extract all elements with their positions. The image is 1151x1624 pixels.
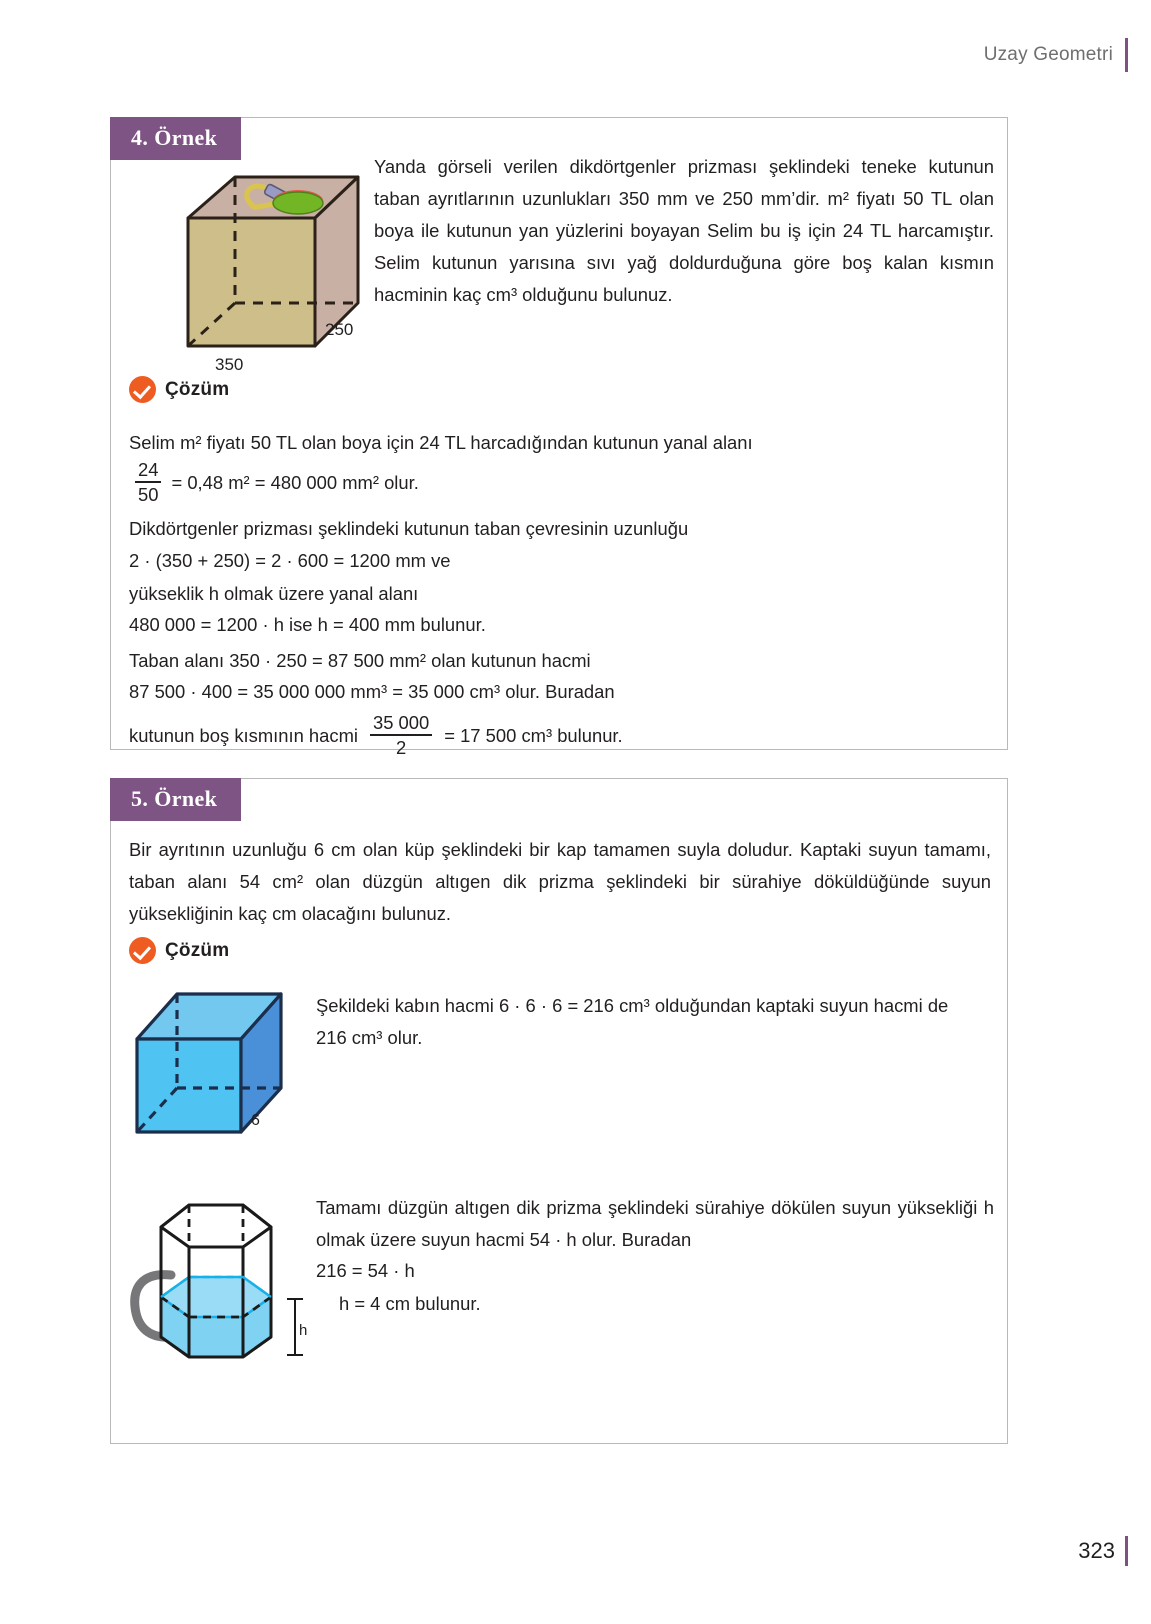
example-4-line-1: Selim m² fiyatı 50 TL olan boya için 24 TL harcadığından kutunun yanal alanı [129,432,753,453]
example-4-line-5: 480 000 = 1200 · h ise h = 400 mm bulunur. [129,614,486,635]
page-footer [1078,1536,1151,1566]
example-5-tab: 5. Örnek [110,778,241,821]
solution-label: Çözüm [165,378,230,400]
example-4-line-6: Taban alanı 350 · 250 = 87 500 mm² olan kutunun hacmi [129,650,591,671]
header-accent-rule [1125,38,1128,72]
can-lid-icon [273,192,323,214]
example-5-question: Bir ayrıtının uzunluğu 6 cm olan küp şeklindeki bir kap tamamen suyla doludur. Kaptaki suyun tamamı, taban alanı 54 cm² olan düzgün altıgen dik prizma şeklindeki bir sürahiye döküldüğünde suyun yüksekliğinin kaç cm olacağını bulunuz. [129,839,991,924]
example-4-fraction-1 [129,460,419,506]
example-4-line-4: yükseklik h olmak üzere yanal alanı [129,583,419,604]
example-4-question: Yanda görseli verilen dikdörtgenler prizması şeklindeki teneke kutunun taban ayrıtlarının uzunlukları 350 mm ve 250 mm’dir. m² fiyatı 50 TL olan boya ile kutunun yan yüzlerini boyayan Selim bu iş için 24 TL harcamıştır. Selim kutunun yarısına sıvı yağ doldurduğuna göre boş kalan kısmın hacminin kaç cm³ olduğunu bulunuz. [374,156,994,305]
blue-cube-figure [129,984,309,1144]
example-box-5 [110,778,1008,1444]
example-4-fraction-2-trailing: = 17 500 cm³ bulunur. [444,724,623,746]
page-header [0,38,1151,72]
example-4-fraction-2 [129,713,623,759]
tin-can-figure [143,163,383,383]
example-4-fraction-2-leading: kutunun boş kısmının hacmi [129,724,358,746]
example-4-tab: 4. Örnek [110,117,241,160]
example-4-line-7: 87 500 · 400 = 35 000 000 mm³ = 35 000 cm³ olur. Buradan [129,681,615,702]
chapter-title: Uzay Geometri [983,44,1113,65]
example-5-jug-line-1: Tamamı düzgün altıgen dik prizma şeklindeki sürahiye dökülen suyun yüksekliği h olmak üzere suyun hacmi 54 · h olur. Buradan [316,1197,994,1250]
cube-edge-label: 6 [251,1112,260,1129]
example-4-solution-header [129,376,229,403]
example-5-solution-header [129,937,229,964]
example-5-cube-line-2: 216 cm³ olur. [316,1027,423,1048]
example-5-jug-line-3: h = 4 cm bulunur. [339,1293,481,1314]
cube-front-face [137,1039,241,1132]
fraction-35000-2: $\frac{35 000}{2}$ [370,712,432,758]
fraction-24-50: $\frac{24}{50}$ [135,459,161,505]
jug-height-label: h [299,1322,308,1339]
check-circle-icon [129,376,156,403]
page-number: 323 [1078,1538,1115,1563]
example-4-line-2: Dikdörtgenler prizması şeklindeki kutunun taban çevresinin uzunluğu [129,518,689,539]
example-4-fraction-1-trailing: = 0,48 m² = 480 000 mm² olur. [171,471,419,493]
jug-svg [123,1177,323,1367]
tin-can-svg [143,163,383,378]
box-width-label: 350 [215,355,244,374]
solution-label: Çözüm [165,939,230,961]
example-5-cube-line-1: Şekildeki kabın hacmi 6 · 6 · 6 = 216 cm³ olduğundan kaptaki suyun hacmi de [316,995,949,1016]
jug-top-face [161,1205,271,1247]
example-5-jug-line-2: 216 = 54 · h [316,1260,415,1281]
check-circle-icon [129,937,156,964]
example-box-4 [110,117,1008,758]
footer-accent-rule [1125,1536,1128,1566]
blue-cube-svg [129,984,309,1139]
box-depth-label: 250 [325,320,354,339]
hexagonal-prism-jug-figure [123,1177,323,1372]
example-4-line-3: 2 · (350 + 250) = 2 · 600 = 1200 mm ve [129,550,451,571]
